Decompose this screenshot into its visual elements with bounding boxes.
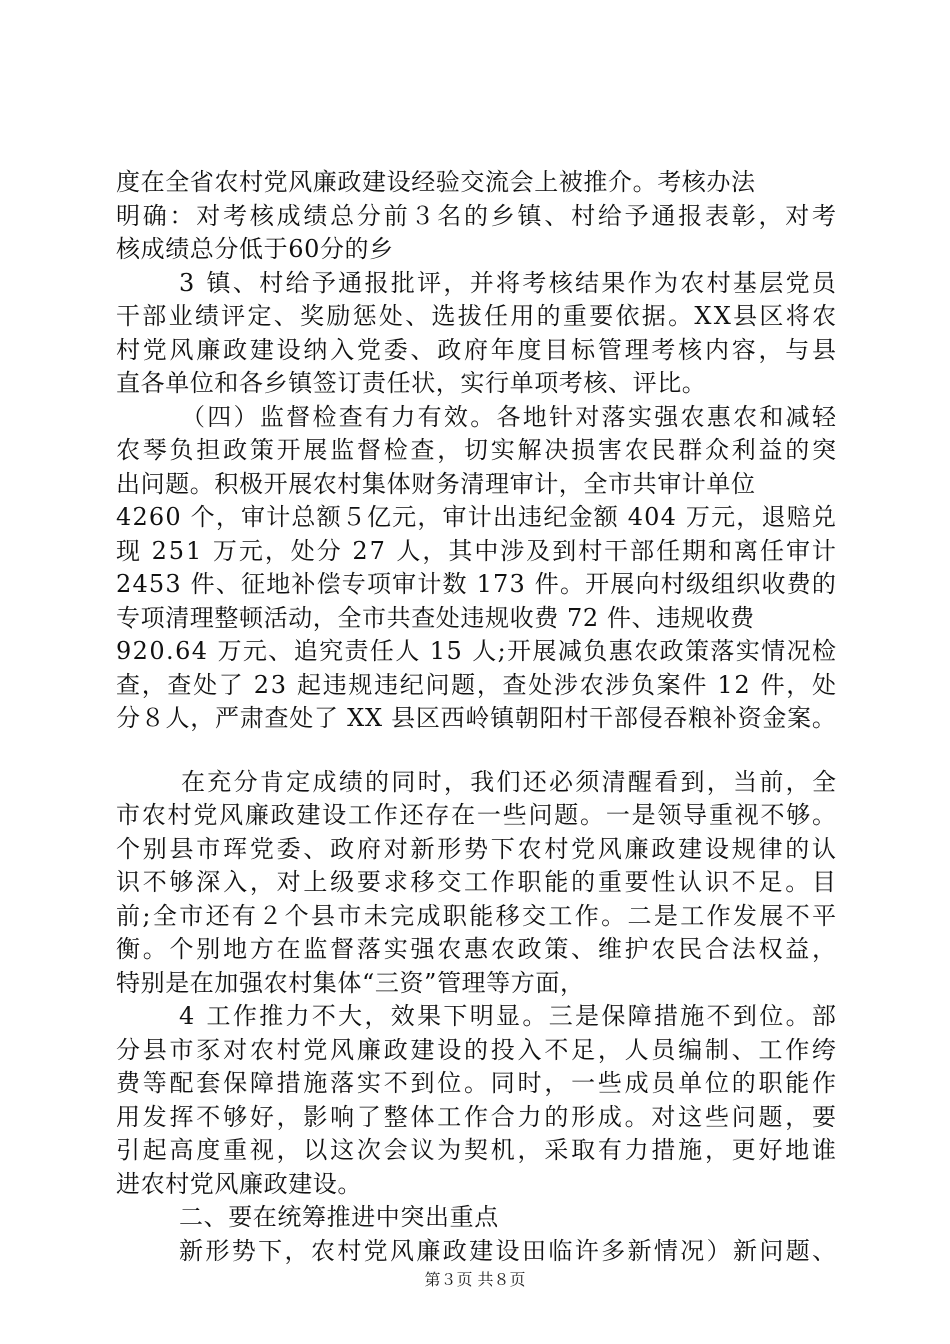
text-line: 分８人，严肃查处了 XX 县区西岭镇朝阳村干部侵吞粮补资金案。 [116, 704, 837, 732]
text-line: 个别县市珲党委、政府对新形势下农村党风廉政建设规律的认 [116, 834, 839, 863]
text-line: 衡。个别地方在监督落实强农惠农政策、维护农民合法权益， [116, 935, 839, 963]
text-line: （四）监督检查有力有效。各地针对落实强农惠农和减轻 [181, 402, 839, 431]
text-line: 农琴负担政策开展监督检查，切实解决损害农民群众利益的突 [116, 436, 839, 464]
text-line: 引起高度重视，以这次会议为契机，采取有力措施，更好地谁 [116, 1136, 839, 1164]
text-line: 920.64 万元、追究责任人 15 人;开展减负惠农政策落实情况检 [116, 637, 838, 665]
text-line: 识不够深入，对上级要求移交工作职能的重要性认识不足。目 [116, 868, 839, 896]
document-body [116, 166, 839, 1268]
text-line: 3 镇、村给予通报批评，并将考核结果作为农村基层党员 [179, 268, 839, 297]
text-line: 专项清理整顿活动，全市共查处违规收费 72 件、违规收费 [116, 603, 755, 632]
text-line: 二、要在统筹推进中突出重点 [179, 1203, 499, 1231]
text-line: 干部业绩评定、奖励惩处、选拔任用的重要依据。XX县区将农 [116, 302, 839, 330]
text-line: 核成绩总分低于60分的乡 [116, 235, 394, 263]
text-line: 新形势下，农村党风廉政建设田临许多新情况）新问题、 [179, 1236, 839, 1265]
text-line: 前;全市还有２个县市未完成职能移交工作。二是工作发展不平 [116, 901, 839, 930]
page-footer: 第３页 共８页 [424, 1270, 526, 1289]
text-line: 明确：对考核成绩总分前３名的乡镇、村给予通报表彰，对考 [116, 201, 839, 230]
text-line: 现 251 万元，处分 27 人，其中涉及到村干部任期和离任审计 [116, 536, 838, 565]
text-line: 费等配套保障措施落实不到位。同时，一些成员单位的职能作 [116, 1069, 839, 1097]
text-line: 出问题。积极开展农村集体财务清理审计，全市共审计单位 [116, 469, 756, 498]
text-line: 分县市豕对农村党风廉政建设的投入不足，人员编制、工作绔 [116, 1035, 839, 1064]
text-line: 度在全省农村党风廉政建设经验交流会上被推介。考核办法 [116, 168, 756, 196]
text-line: 用发挥不够好，影响了整体工作合力的形成。对这些问题，要 [116, 1102, 839, 1131]
text-line: 直各单位和各乡镇签订责任状，实行单项考核、评比。 [116, 369, 707, 397]
text-line: 2453 件、征地补偿专项审计数 173 件。开展向村级组织收费的 [116, 570, 838, 598]
text-line: 4260 个，审计总额５亿元，审计出违纪金额 404 万元，退赔兑 [116, 503, 838, 531]
text-line: 4 工作推力不大，效果下明显。三是保障措施不到位。部 [179, 1002, 839, 1030]
text-line: 查，查处了 23 起违规违纪问题，查处涉农涉负案件 12 件，处 [116, 670, 838, 699]
text-line: 村党风廉政建设纳入党委、政府年度目标管理考核内容，与县 [116, 335, 839, 364]
text-line: 进农村党风廉政建设。 [116, 1169, 362, 1198]
text-line: 在充分肯定成绩的同时，我们还必须清醒看到，当前，全 [181, 767, 839, 796]
text-line: 市农村党风廉政建设工作还存在一些问题。一是领导重视不够。 [116, 801, 838, 829]
text-line: 特别是在加强农村集体“三资”管理等方面， [116, 968, 585, 997]
paragraph-gap [116, 736, 836, 766]
